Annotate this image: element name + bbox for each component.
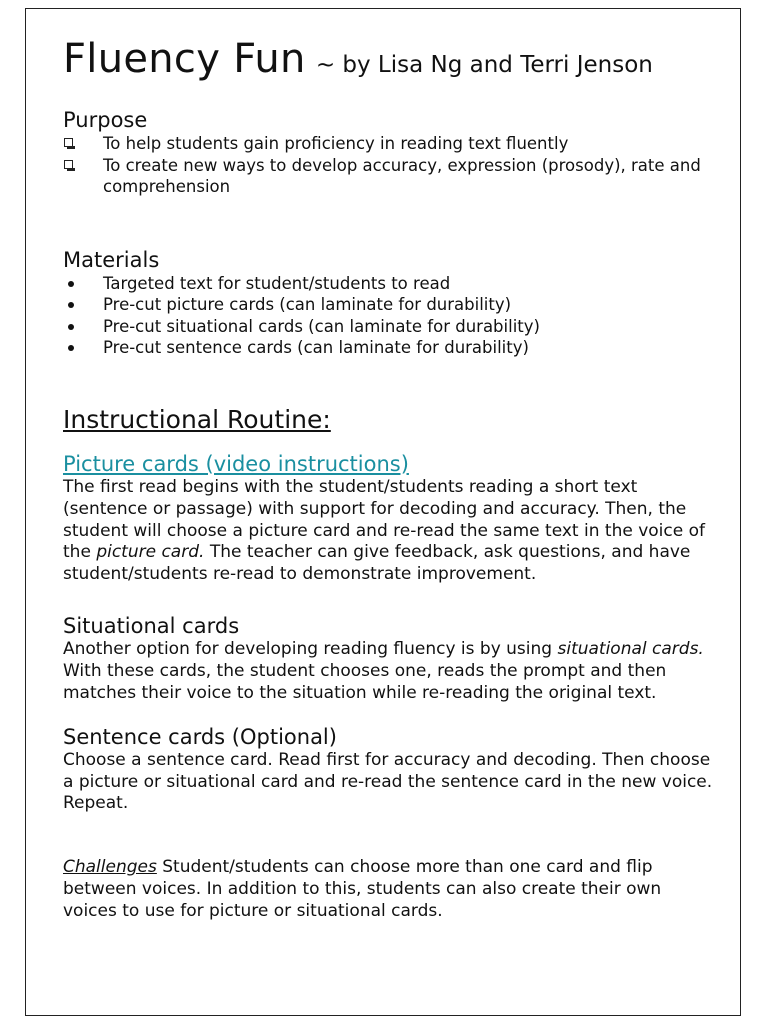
purpose-item: To create new ways to develop accuracy, expression (prosody), rate and comprehension — [63, 155, 713, 198]
materials-item: Pre-cut sentence cards (can laminate for durability) — [63, 337, 713, 359]
challenges-text: Challenges Student/students can choose more than one card and flip between voices. In addition to this, students can also create their own voices to use for picture or situational cards. — [63, 857, 662, 921]
materials-item: Pre-cut picture cards (can laminate for durability) — [63, 294, 713, 316]
title-byline: ~ by Lisa Ng and Terri Jenson — [315, 52, 653, 78]
checkbox-bullet-icon — [64, 138, 73, 147]
materials-heading: Materials — [63, 247, 160, 272]
picture-cards-text: The first read begins with the student/students reading a short text (sentence or passage) with support for decoding and accuracy. Then, the student will choose a picture card and re-read the same text in the voice of the picture card. The teacher can give feedback, ask questions, and have student/students re-read to demonstrate improvement. — [63, 477, 705, 585]
sentence-cards-heading: Sentence cards (Optional) — [63, 724, 337, 749]
document-page — [25, 8, 741, 1016]
instructional-routine-heading: Instructional Routine: — [63, 404, 331, 434]
title-main: Fluency Fun — [63, 36, 306, 82]
challenges-label: Challenges — [63, 857, 157, 878]
sentence-cards-text: Choose a sentence card. Read first for accuracy and decoding. Then choose a picture or situational card and re-read the sentence card in the new voice. Repeat. — [63, 749, 713, 814]
checkbox-bullet-icon — [64, 160, 73, 169]
situational-cards-text: Another option for developing reading fluency is by using situational cards. With these cards, the student chooses one, reads the prompt and then matches their voice to the situation while re-reading the original text. — [63, 639, 704, 703]
materials-list — [63, 273, 713, 359]
purpose-item: To help students gain proficiency in reading text fluently — [63, 133, 713, 155]
situational-cards-heading: Situational cards — [63, 614, 240, 639]
bullet-icon — [68, 281, 74, 287]
purpose-heading: Purpose — [63, 108, 148, 132]
picture-cards-video-link[interactable]: Picture cards (video instructions) — [63, 451, 409, 476]
materials-item: Pre-cut situational cards (can laminate for durability) — [63, 316, 713, 338]
document-title — [63, 35, 713, 83]
bullet-icon — [68, 345, 74, 351]
document-content — [63, 35, 713, 923]
bullet-icon — [68, 302, 74, 308]
purpose-list — [63, 133, 713, 198]
bullet-icon — [68, 324, 74, 330]
materials-item: Targeted text for student/students to read — [63, 273, 713, 295]
